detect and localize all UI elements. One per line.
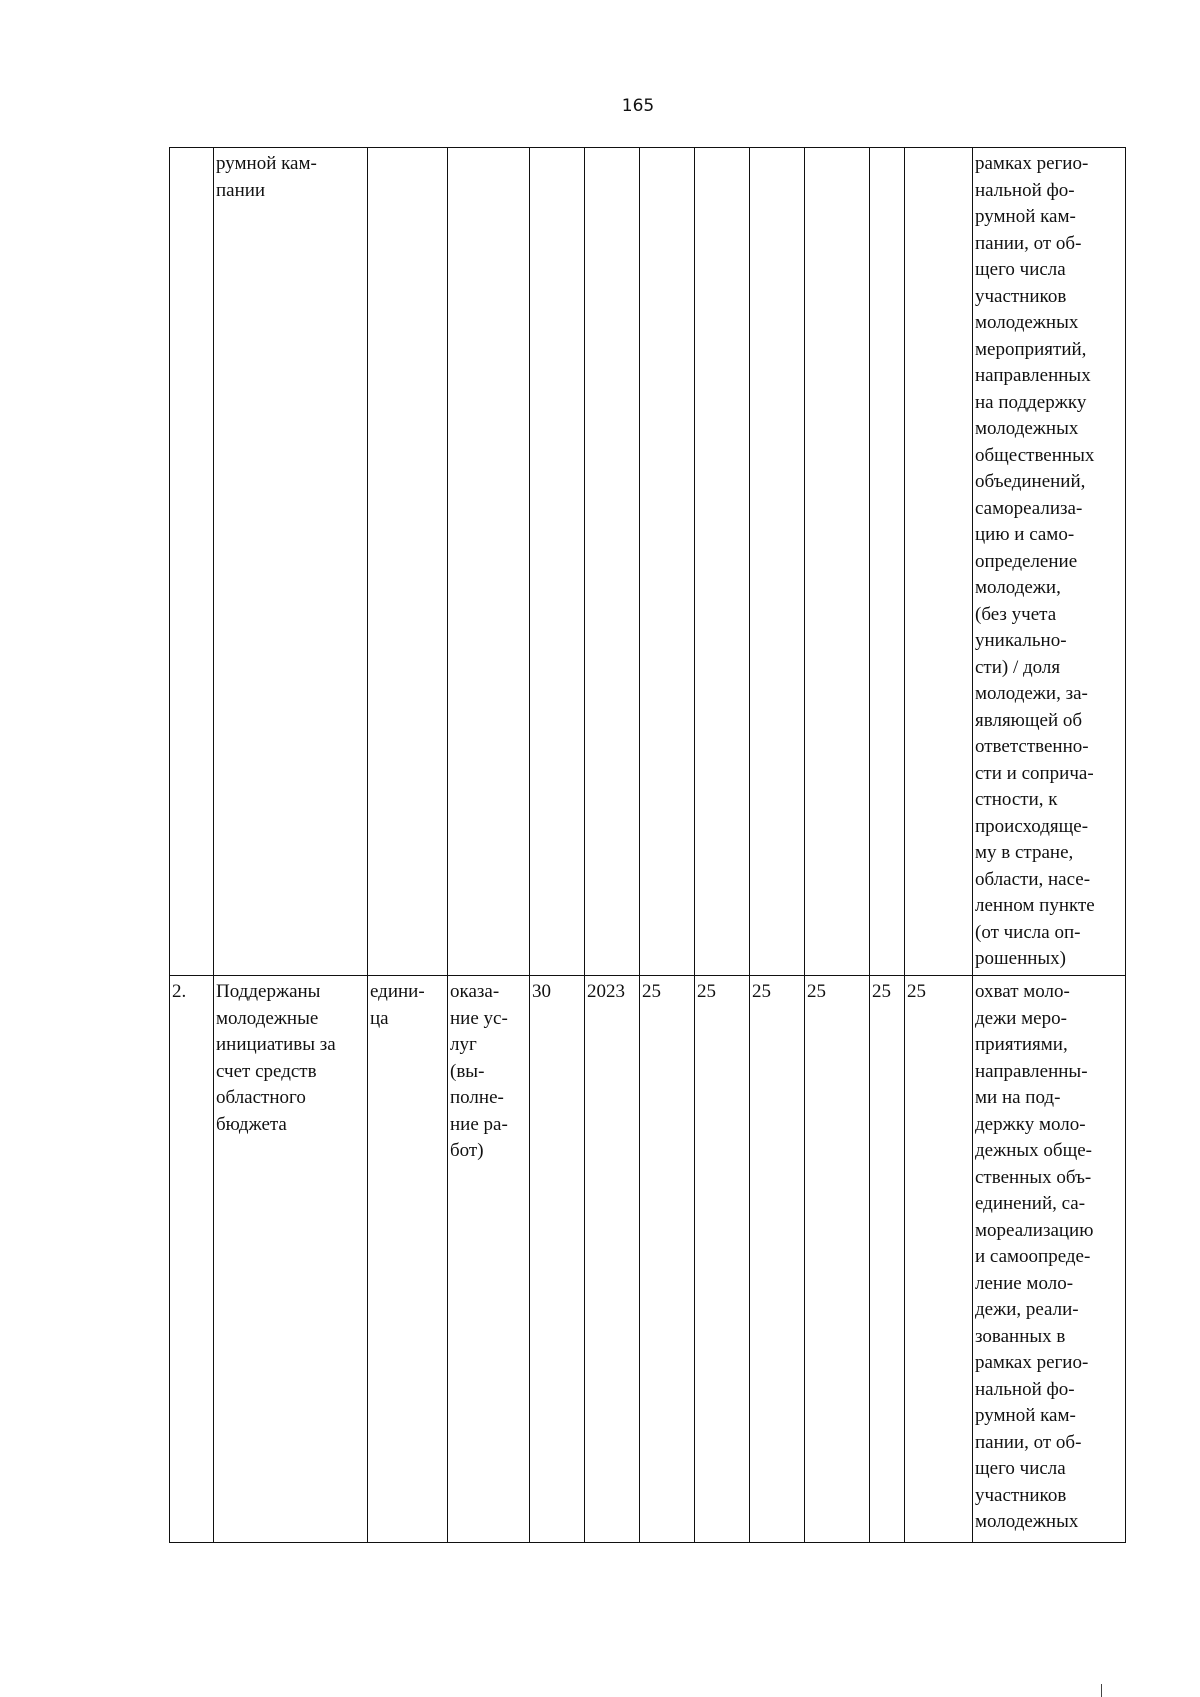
cell-note: рамках регио- нальной фо- румной кам- пании, от об- щего числа участников молодежных мероприятий, направленных на поддержку молодежных общественных объединений, самореализа- цию и само- определение молодежи, (без учета уникально- сти) / доля молодежи, за- являющей об ответственно- сти и соприча- стности, к происходяще- му в стране, области, насе- ленном пункте (от числа оп- рошенных)	[973, 148, 1126, 976]
cell-value	[750, 148, 805, 976]
cell-value	[695, 148, 750, 976]
cell-unit	[368, 148, 448, 976]
cell-base-year: 2023	[585, 976, 640, 1543]
table-row	[170, 976, 1126, 1543]
cell-note: охват моло- дежи меро- приятиями, направленны- ми на под- держку моло- дежных обще- ственных объ- единений, са- мореализацию и самоопреде- ление моло- дежи, реали- зованных в рамках регио- нальной фо- румной кам- пании, от об- щего числа участников молодежных	[973, 976, 1126, 1543]
cell-value: 25	[905, 976, 973, 1543]
margin-mark	[1101, 1684, 1102, 1697]
indicators-table	[169, 147, 1126, 1543]
table-row	[170, 148, 1126, 976]
cell-type: оказа- ние ус- луг (вы- полне- ние ра- бот)	[448, 976, 530, 1543]
cell-result-name: Поддержаны молодежные инициативы за счет средств областного бюджета	[214, 976, 368, 1543]
cell-unit: едини- ца	[368, 976, 448, 1543]
cell-value	[870, 148, 905, 976]
cell-value: 25	[640, 976, 695, 1543]
page-number: 165	[621, 96, 655, 116]
cell-value: 25	[805, 976, 870, 1543]
cell-value	[640, 148, 695, 976]
cell-value	[905, 148, 973, 976]
cell-num	[170, 148, 214, 976]
cell-base-value	[530, 148, 585, 976]
cell-type	[448, 148, 530, 976]
cell-base-year	[585, 148, 640, 976]
cell-num: 2.	[170, 976, 214, 1543]
cell-value: 25	[870, 976, 905, 1543]
cell-value: 25	[750, 976, 805, 1543]
cell-value: 25	[695, 976, 750, 1543]
cell-value	[805, 148, 870, 976]
cell-result-name: румной кам- пании	[214, 148, 368, 976]
cell-base-value: 30	[530, 976, 585, 1543]
